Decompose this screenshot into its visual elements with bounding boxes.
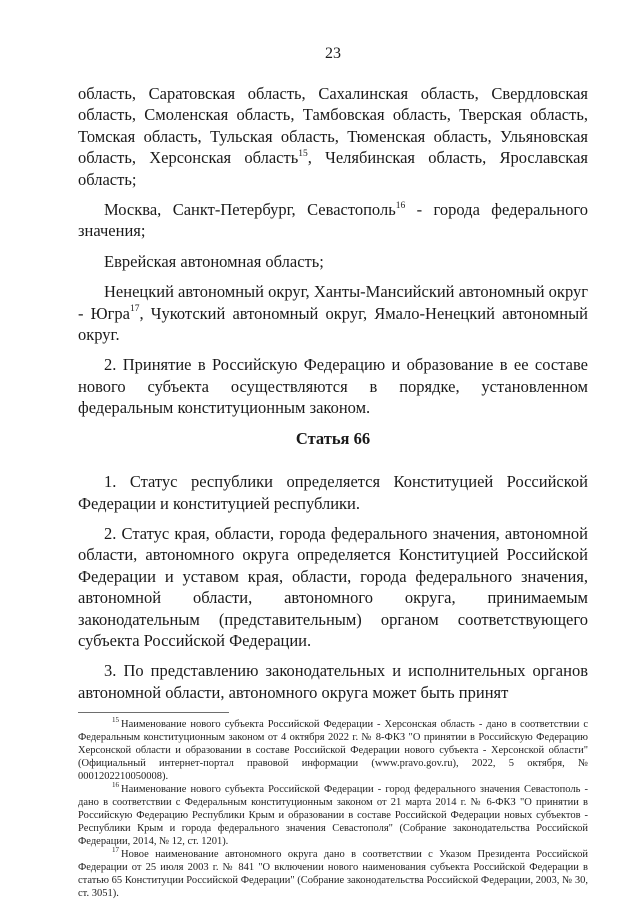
- paragraph-text: Москва, Санкт-Петербург, Севастополь: [104, 200, 396, 220]
- footnote-17-marker: 17: [112, 845, 119, 854]
- paragraph-article66-part1: [78, 471, 588, 514]
- footnote-separator-line: [78, 712, 229, 713]
- paragraph-article65-part2: [78, 354, 588, 418]
- paragraph-text: , Чукотский автономный округ, Ямало-Ненецкий автономный округ.: [78, 303, 588, 345]
- footnote-15: [78, 715, 588, 783]
- footnote-15-marker: 15: [112, 715, 119, 724]
- paragraph-text: , Челябинская область, Ярославская область;: [78, 148, 588, 189]
- footnote-16: [78, 780, 588, 848]
- footnote-ref-15: 15: [298, 148, 308, 159]
- paragraph-jewish-autonomous-oblast: [78, 251, 588, 272]
- footnote-ref-17: 17: [129, 304, 140, 315]
- paragraph-text: Ненецкий автономный округ, Ханты-Мансийский автономный округ - Югра: [78, 282, 588, 323]
- article-66-heading: Статья 66: [295, 428, 371, 448]
- footnote-ref-16: 16: [395, 200, 406, 211]
- paragraph-text: область, Саратовская область, Сахалинская область, Свердловская область, Смоленская область, Тамбовская область, Тверская область, Томская область, Тульская область, Тюменская область, Ульяновская область, Херсонская область: [78, 84, 588, 168]
- footnote-16-text: Наименование нового субъекта Российской Федерации - город федерального значения Севастополь - дано в соответствии с Федеральным конституционным законом от 21 марта 2014 г. № 6-ФКЗ "О принятии в Российскую Федерацию Республики Крым и образовании в составе Российской Федерации новых субъектов - Республики Крым и города федерального значения Севастополя" (Собрание законодательства Российской Федерации, 2014, № 12, ст. 1201).: [78, 784, 588, 848]
- text-block: [78, 45, 588, 900]
- paragraph-federal-cities: [78, 199, 588, 242]
- footnote-15-text: Наименование нового субъекта Российской Федерации - Херсонская область - дано в соответствии с Федеральным конституционным законом от 4 октября 2022 г. № 8-ФКЗ "О принятии в Российскую Федерацию Херсонской области и образовании в составе Российской Федерации нового субъекта - Херсонской области" (Официальный интернет-портал правовой информации (www.pravo.gov.ru), 2022, 5 октября, № 0001202210050008).: [78, 719, 588, 783]
- footnote-17: [78, 845, 588, 900]
- footnote-16-marker: 16: [112, 780, 119, 789]
- paragraph-text: 2. Статус края, области, города федерального значения, автономной области, автономного округа определяется Конституцией Российской Федерации и уставом края, области, города федерального значения, автономной области, автономного округа, принимаемым законодательным (представительным) органом соответствующего субъекта Российской Федерации.: [78, 523, 588, 650]
- paragraph-text: 1. Статус республики определяется Конституцией Российской Федерации и конституцией республики.: [78, 472, 588, 513]
- page-number: 23: [325, 45, 341, 62]
- paragraph-text: - города федерального значения;: [78, 200, 588, 241]
- paragraph-autonomous-okrugs: [78, 281, 588, 345]
- paragraph-text: 3. По представлению законодательных и исполнительных органов автономной области, автономного округа может быть принят: [78, 661, 588, 702]
- paragraph-text: 2. Принятие в Российскую Федерацию и образование в ее составе нового субъекта осуществляются в порядке, установленном федеральным конституционным законом.: [78, 355, 588, 418]
- footnote-17-text: Новое наименование автономного округа дано в соответствии с Указом Президента Российской Федерации от 25 июля 2003 г. № 841 "О включении нового наименования субъекта Российской Федерации в статью 65 Конституции Российской Федерации" (Собрание законодательства Российской Федерации, 2003, № 30, ст. 3051).: [78, 849, 588, 900]
- footnotes-section: [78, 712, 588, 900]
- paragraph-article66-part3: [78, 660, 588, 703]
- paragraph-text: Еврейская автономная область;: [104, 251, 324, 271]
- paragraph-article66-part2: [78, 523, 588, 651]
- paragraph-regions-list: [78, 83, 588, 190]
